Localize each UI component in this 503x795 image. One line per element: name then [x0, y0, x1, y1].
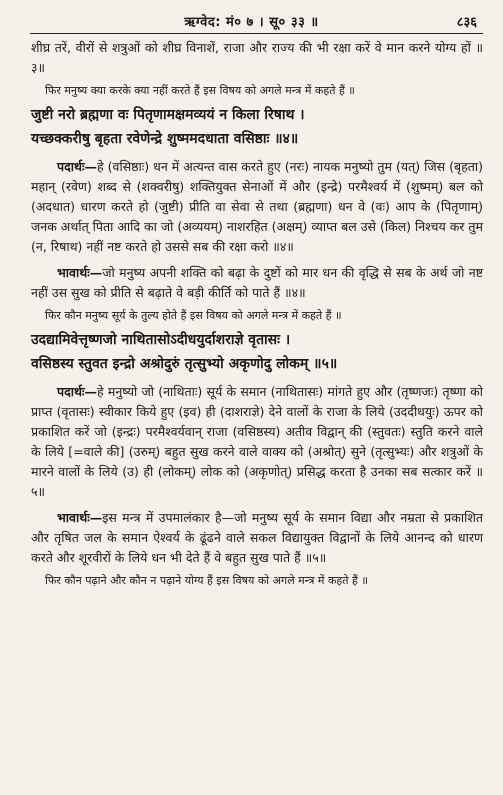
mantra-4-line-2: यच्छक्करीषु बृहता रवेणेन्द्रे शुष्ममदधाता वसिष्ठाः ॥४॥	[31, 131, 299, 147]
mantra-4	[31, 103, 483, 151]
padartha-4-text: हे (वसिष्ठाः) धन में अत्यन्त वास करते हुए (नरः) नायक मनुष्यो तुम (यत्) जिस (बृहता) महान् (रवेण) शब्द से (शक्वरीषु) शक्तियुक्त सेनाओं में और (इन्द्रे) परमैश्वर्य में (शुष्मम्) बल को (अदधात) धारण करते हो (जुष्टी) प्रीति वा सेवा से तथा (ब्रह्मणा) धन वे (वः) आप के (पितृणाम्) जनक अर्थात् पिता आदि का जो (अव्ययम्) नाशरहित (अक्षम्) व्याप्त बल उसे (किल) निश्चय कर तुम (न, रिषाथ) नहीं नष्ट करते हो उससे सब की रक्षा करो ॥४॥	[31, 159, 483, 254]
page-number: ८३६	[456, 15, 477, 30]
running-title: ऋग्वेद: मं० ७ । सू० ३३ ॥	[184, 15, 319, 30]
padartha-4-label: पदार्थः—	[57, 159, 97, 174]
bhavartha-4-label: भावार्थः—	[57, 265, 103, 280]
header-rule	[30, 33, 483, 34]
continued-paragraph: शीघ्र तरें, वीरों से शत्रुओं को शीघ्र विनाशें, राजा और राज्य की भी रक्षा करें वे मान करने योग्य हों ॥३॥	[31, 40, 483, 75]
mantra-5	[31, 328, 483, 376]
page-header	[0, 0, 503, 36]
bhavartha-4-text: जो मनुष्य अपनी शक्ति को बढ़ा के दुष्टों को मार धन की वृद्धि से सब के अर्थ जो नष्ट नहीं उस सुख को प्रीति से बढ़ाते वे बड़ी कीर्ति को पाते हैं ॥४॥	[31, 265, 483, 300]
bhavartha-5-label: भावार्थः—	[57, 510, 103, 525]
bhavartha-5	[31, 508, 483, 568]
padartha-5-label: पदार्थः—	[57, 384, 97, 399]
padartha-5-text: हे मनुष्यो जो (नाथिताः) सूर्य के समान (नाथितासः) मांगते हुए और (तृष्णजः) तृष्णा को प्राप्त (वृतासः) स्वीकार किये हुए (इव) ही (दाशराज्ञे) देने वालों के राजा के लिये (उददीधयुः) ऊपर को प्रकाशित करें जो (इन्द्रः) परमैश्वर्यवान् राजा (वसिष्ठस्य) अतीव विद्वान् की (स्तुवतः) स्तुति करने वाले के लिये [=वाले की] (उरुम्) बहुत सुख करने वाले वाक्य को (अश्रोत्) सुने (तृत्सुभ्यः) और शत्रुओं के मारने वालों के लिये (उ) ही (लोकम्) लोक को (अकृणोत्) प्रसिद्ध करता है उनका सब सत्कार करें ॥५॥	[31, 384, 483, 499]
mantra-5-line-1: उदद्यामिवेत्तृष्णजो नाथितासोऽदीधयुर्दाशराज्ञे वृतासः ।	[31, 332, 291, 348]
bhavartha-5-text: इस मन्त्र में उपमालंकार है—जो मनुष्य सूर्य के समान विद्या और नम्रता से प्रकाशित और तृषित जल के समान ऐश्वर्य के ढूंढने वाले सकल विद्यायुक्त विद्वानों के लिये आनन्द को धारण करते और शूरवीरों के लिये धन भी देते हैं वे बहुत सुख पाते हैं ॥५॥	[31, 510, 483, 565]
bhavartha-4	[31, 263, 483, 303]
mantra-5-intro: फिर कौन मनुष्य सूर्य के तुल्य होते हैं इस विषय को अगले मन्त्र में कहते हैं ॥	[45, 309, 342, 322]
mantra-4-intro: फिर मनुष्य क्या करके क्या नहीं करते हैं इस विषय को अगले मन्त्र में कहते हैं ॥	[45, 84, 355, 97]
mantra-5-line-2: वसिष्ठस्य स्तुवत इन्द्रो अश्रोदुरुं तृत्सुभ्यो अकृणोदु लोकम् ॥५॥	[31, 356, 338, 372]
padartha-5	[31, 382, 483, 502]
mantra-4-line-1: जुष्टी नरो ब्रह्मणा वः पितृणामक्षमव्ययं न किला रिषाथ ।	[31, 107, 305, 123]
padartha-4	[31, 157, 483, 257]
page-body	[31, 38, 483, 593]
mantra-6-intro: फिर कौन पढ़ाने और कौन न पढ़ाने योग्य हैं इस विषय को अगले मन्त्र में कहते हैं ॥	[45, 574, 368, 587]
